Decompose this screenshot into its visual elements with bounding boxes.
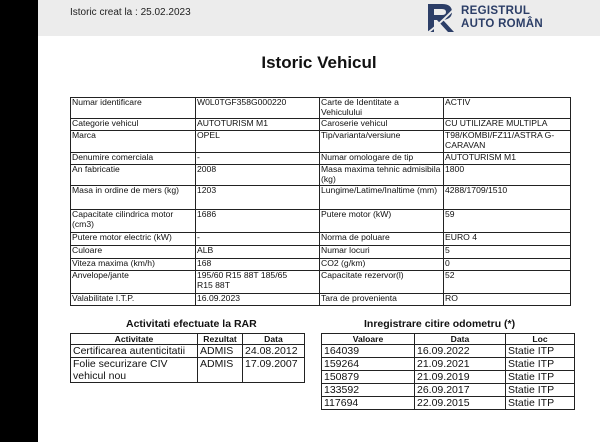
detail-label: Marca (71, 131, 196, 153)
detail-label: Categorie vehicul (71, 119, 196, 131)
table-row (71, 186, 571, 210)
detail-value: 52 (444, 271, 571, 294)
detail-label: Caroserie vehicul (320, 119, 444, 131)
detail-label: Denumire comerciala (71, 153, 196, 165)
activity-result: ADMIS (198, 345, 243, 358)
detail-label: Lungime/Latime/Inaltime (mm) (320, 186, 444, 210)
detail-label: Numar identificare (71, 98, 196, 119)
detail-label: Putere motor electric (kW) (71, 233, 196, 246)
logo-line-2: AUTO ROMÂN (461, 18, 544, 30)
detail-label: Valabilitate I.T.P. (71, 294, 196, 306)
detail-label: Capacitate cilindrica motor (cm3) (71, 210, 196, 233)
detail-value: 1800 (444, 165, 571, 186)
table-row (71, 153, 571, 165)
column-header: Loc (506, 334, 575, 345)
table-row (322, 371, 575, 384)
detail-value: 0 (444, 259, 571, 271)
detail-label: Anvelope/jante (71, 271, 196, 294)
table-header-row (71, 334, 305, 345)
table-row (322, 397, 575, 410)
table-row (71, 246, 571, 259)
detail-label: Tip/varianta/versiune (320, 131, 444, 153)
table-header-row (322, 334, 575, 345)
detail-label: Capacitate rezervor(l) (320, 271, 444, 294)
table-row (71, 294, 571, 306)
odometer-section-title: Inregistrare citire odometru (*) (364, 318, 516, 330)
detail-value: 16.09.2023 (196, 294, 320, 306)
odometer-place: Statie ITP (506, 371, 575, 384)
activity-result: ADMIS (198, 358, 243, 383)
detail-value: 195/60 R15 88T 185/65 R15 88T (196, 271, 320, 294)
detail-value: 1203 (196, 186, 320, 210)
detail-value: ACTIV (444, 98, 571, 119)
activity-name: Certificarea autenticitatii (71, 345, 198, 358)
activity-date: 17.09.2007 (243, 358, 305, 383)
odometer-value: 164039 (322, 345, 415, 358)
detail-value: W0L0TGF358G000220 (196, 98, 320, 119)
detail-value: 1686 (196, 210, 320, 233)
detail-value: RO (444, 294, 571, 306)
odometer-date: 16.09.2022 (415, 345, 506, 358)
detail-value: CU UTILIZARE MULTIPLA (444, 119, 571, 131)
detail-label: Tara de provenienta (320, 294, 444, 306)
detail-value: 168 (196, 259, 320, 271)
column-header: Data (243, 334, 305, 345)
detail-label: Numar locuri (320, 246, 444, 259)
table-row (71, 233, 571, 246)
detail-value: 4288/1709/1510 (444, 186, 571, 210)
header-band (38, 0, 600, 36)
rar-logo (424, 0, 594, 34)
detail-value: 2008 (196, 165, 320, 186)
detail-value: 59 (444, 210, 571, 233)
column-header: Data (415, 334, 506, 345)
detail-label: Putere motor (kW) (320, 210, 444, 233)
odometer-date: 21.09.2021 (415, 358, 506, 371)
page-title: Istoric Vehicul (261, 53, 377, 72)
odometer-place: Statie ITP (506, 345, 575, 358)
odometer-place: Statie ITP (506, 397, 575, 410)
detail-value: 5 (444, 246, 571, 259)
odometer-date: 22.09.2015 (415, 397, 506, 410)
activity-date: 24.08.2012 (243, 345, 305, 358)
odometer-table (321, 333, 575, 410)
odometer-date: 21.09.2019 (415, 371, 506, 384)
column-header: Rezultat (198, 334, 243, 345)
detail-value: EURO 4 (444, 233, 571, 246)
odometer-place: Statie ITP (506, 358, 575, 371)
document-page (38, 0, 600, 442)
activity-name: Folie securizare CIV vehicul nou (71, 358, 198, 383)
odometer-value: 159264 (322, 358, 415, 371)
activities-section-title: Activitati efectuate la RAR (126, 318, 257, 330)
column-header: Activitate (71, 334, 198, 345)
detail-value: ALB (196, 246, 320, 259)
created-date: Istoric creat la : 25.02.2023 (70, 7, 191, 18)
logo-text (461, 5, 543, 31)
detail-value: T98/KOMBI/FZ11/ASTRA G-CARAVAN (444, 131, 571, 153)
rar-logo-icon (424, 0, 458, 34)
logo-line-1: REGISTRUL (461, 5, 531, 17)
odometer-place: Statie ITP (506, 384, 575, 397)
detail-value: - (196, 233, 320, 246)
table-row (71, 345, 305, 358)
odometer-value: 133592 (322, 384, 415, 397)
detail-value: OPEL (196, 131, 320, 153)
detail-value: - (196, 153, 320, 165)
table-row (71, 358, 305, 383)
table-row (71, 259, 571, 271)
detail-label: Masa maxima tehnic admisibila (kg) (320, 165, 444, 186)
table-row (322, 384, 575, 397)
detail-label: Norma de poluare (320, 233, 444, 246)
activities-table (70, 333, 305, 383)
table-row (71, 271, 571, 294)
vehicle-details-table (70, 97, 571, 306)
detail-label: Carte de Identitate a Vehiculului (320, 98, 444, 119)
odometer-date: 26.09.2017 (415, 384, 506, 397)
table-row (71, 165, 571, 186)
table-row (322, 358, 575, 371)
detail-label: Masa in ordine de mers (kg) (71, 186, 196, 210)
table-row (71, 131, 571, 153)
table-row (71, 98, 571, 119)
detail-label: CO2 (g/km) (320, 259, 444, 271)
detail-value: AUTOTURISM M1 (196, 119, 320, 131)
detail-label: Numar omologare de tip (320, 153, 444, 165)
detail-value: AUTOTURISM M1 (444, 153, 571, 165)
table-row (322, 345, 575, 358)
odometer-value: 150879 (322, 371, 415, 384)
odometer-value: 117694 (322, 397, 415, 410)
table-row (71, 210, 571, 233)
detail-label: An fabricatie (71, 165, 196, 186)
detail-label: Culoare (71, 246, 196, 259)
table-row (71, 119, 571, 131)
detail-label: Viteza maxima (km/h) (71, 259, 196, 271)
column-header: Valoare (322, 334, 415, 345)
